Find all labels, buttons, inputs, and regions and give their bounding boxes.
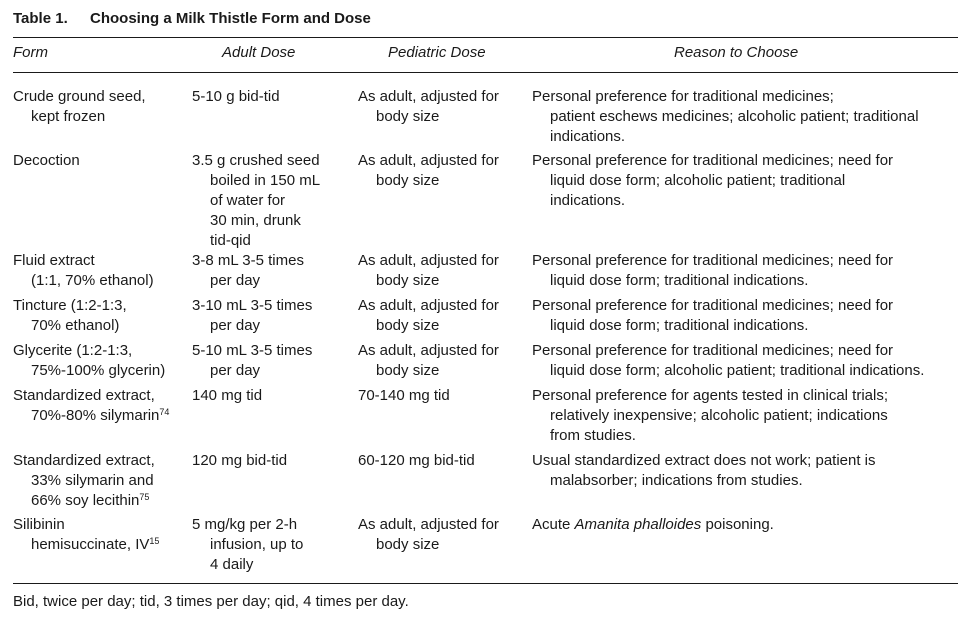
table-caption: [13, 10, 371, 27]
header-adult-dose: Adult Dose: [222, 44, 296, 61]
row-3-reason: Personal preference for traditional medicines; need for liquid dose form; traditional indications.: [532, 252, 894, 289]
row-1-adult-dose: 5-10 g bid-tid: [192, 88, 280, 105]
table-footnote: Bid, twice per day; tid, 3 times per day; qid, 4 times per day.: [13, 593, 409, 610]
header-pediatric-dose: Pediatric Dose: [388, 44, 486, 61]
row-6-reason: Personal preference for agents tested in clinical trials; relatively inexpensive; alcoholic patient; indications from studies.: [532, 387, 889, 444]
row-8-adult-dose: 5 mg/kg per 2-h infusion, up to 4 daily: [192, 516, 304, 573]
row-4-reason: Personal preference for traditional medicines; need for liquid dose form; traditional indications.: [532, 297, 894, 334]
header-form: Form: [13, 44, 48, 61]
row-6-form: Standardized extract, 70%-80% silymarin$^{74}$: [13, 387, 170, 424]
row-1-pediatric-dose: As adult, adjusted for body size: [358, 88, 499, 125]
header-rule: [13, 72, 958, 73]
header-reason: Reason to Choose: [674, 44, 799, 61]
row-6-adult-dose: 140 mg tid: [192, 387, 263, 404]
row-4-adult-dose: 3-10 mL 3-5 times per day: [192, 297, 313, 334]
row-7-form: Standardized extract, 33% silymarin and 66% soy lecithin$^{75}$: [13, 452, 155, 509]
row-7-adult-dose: 120 mg bid-tid: [192, 452, 288, 469]
row-5-pediatric-dose: As adult, adjusted for body size: [358, 342, 499, 379]
species-name: Amanita phalloides: [574, 516, 702, 533]
row-3-adult-dose: 3-8 mL 3-5 times per day: [192, 252, 304, 289]
row-3-pediatric-dose: As adult, adjusted for body size: [358, 252, 499, 289]
top-rule: [13, 37, 958, 38]
row-7-reason: Usual standardized extract does not work; patient is malabsorber; indications from studies.: [532, 452, 876, 489]
table-title: Choosing a Milk Thistle Form and Dose: [90, 10, 371, 27]
row-5-adult-dose: 5-10 mL 3-5 times per day: [192, 342, 313, 379]
row-8-pediatric-dose: As adult, adjusted for body size: [358, 516, 499, 553]
row-6-pediatric-dose: 70-140 mg tid: [358, 387, 450, 404]
row-8-reason: Acute Amanita phalloides poisoning.: [532, 516, 774, 533]
row-2-adult-dose: 3.5 g crushed seed boiled in 150 mL of water for 30 min, drunk tid-qid: [192, 152, 321, 249]
row-3-form: Fluid extract (1:1, 70% ethanol): [13, 252, 154, 289]
row-2-pediatric-dose: As adult, adjusted for body size: [358, 152, 499, 189]
row-2-form: Decoction: [13, 152, 80, 169]
row-5-form: Glycerite (1:2-1:3, 75%-100% glycerin): [13, 342, 166, 379]
row-7-pediatric-dose: 60-120 mg bid-tid: [358, 452, 475, 469]
row-2-reason: Personal preference for traditional medicines; need for liquid dose form; alcoholic patient; traditional indications.: [532, 152, 894, 209]
row-8-form: Silibinin hemisuccinate, IV$^{15}$: [13, 516, 160, 553]
reference-75: 75: [139, 492, 150, 502]
row-4-pediatric-dose: As adult, adjusted for body size: [358, 297, 499, 334]
row-5-reason: Personal preference for traditional medicines; need for liquid dose form; alcoholic patient; traditional indications.: [532, 342, 925, 379]
reference-15: 15: [149, 536, 160, 546]
table-number: Table 1.: [13, 10, 68, 27]
row-1-reason: Personal preference for traditional medicines; patient eschews medicines; alcoholic patient; traditional indications.: [532, 88, 919, 145]
reference-74: 74: [159, 407, 170, 417]
row-1-form: Crude ground seed, kept frozen: [13, 88, 146, 125]
row-4-form: Tincture (1:2-1:3, 70% ethanol): [13, 297, 127, 334]
bottom-rule: [13, 583, 958, 584]
